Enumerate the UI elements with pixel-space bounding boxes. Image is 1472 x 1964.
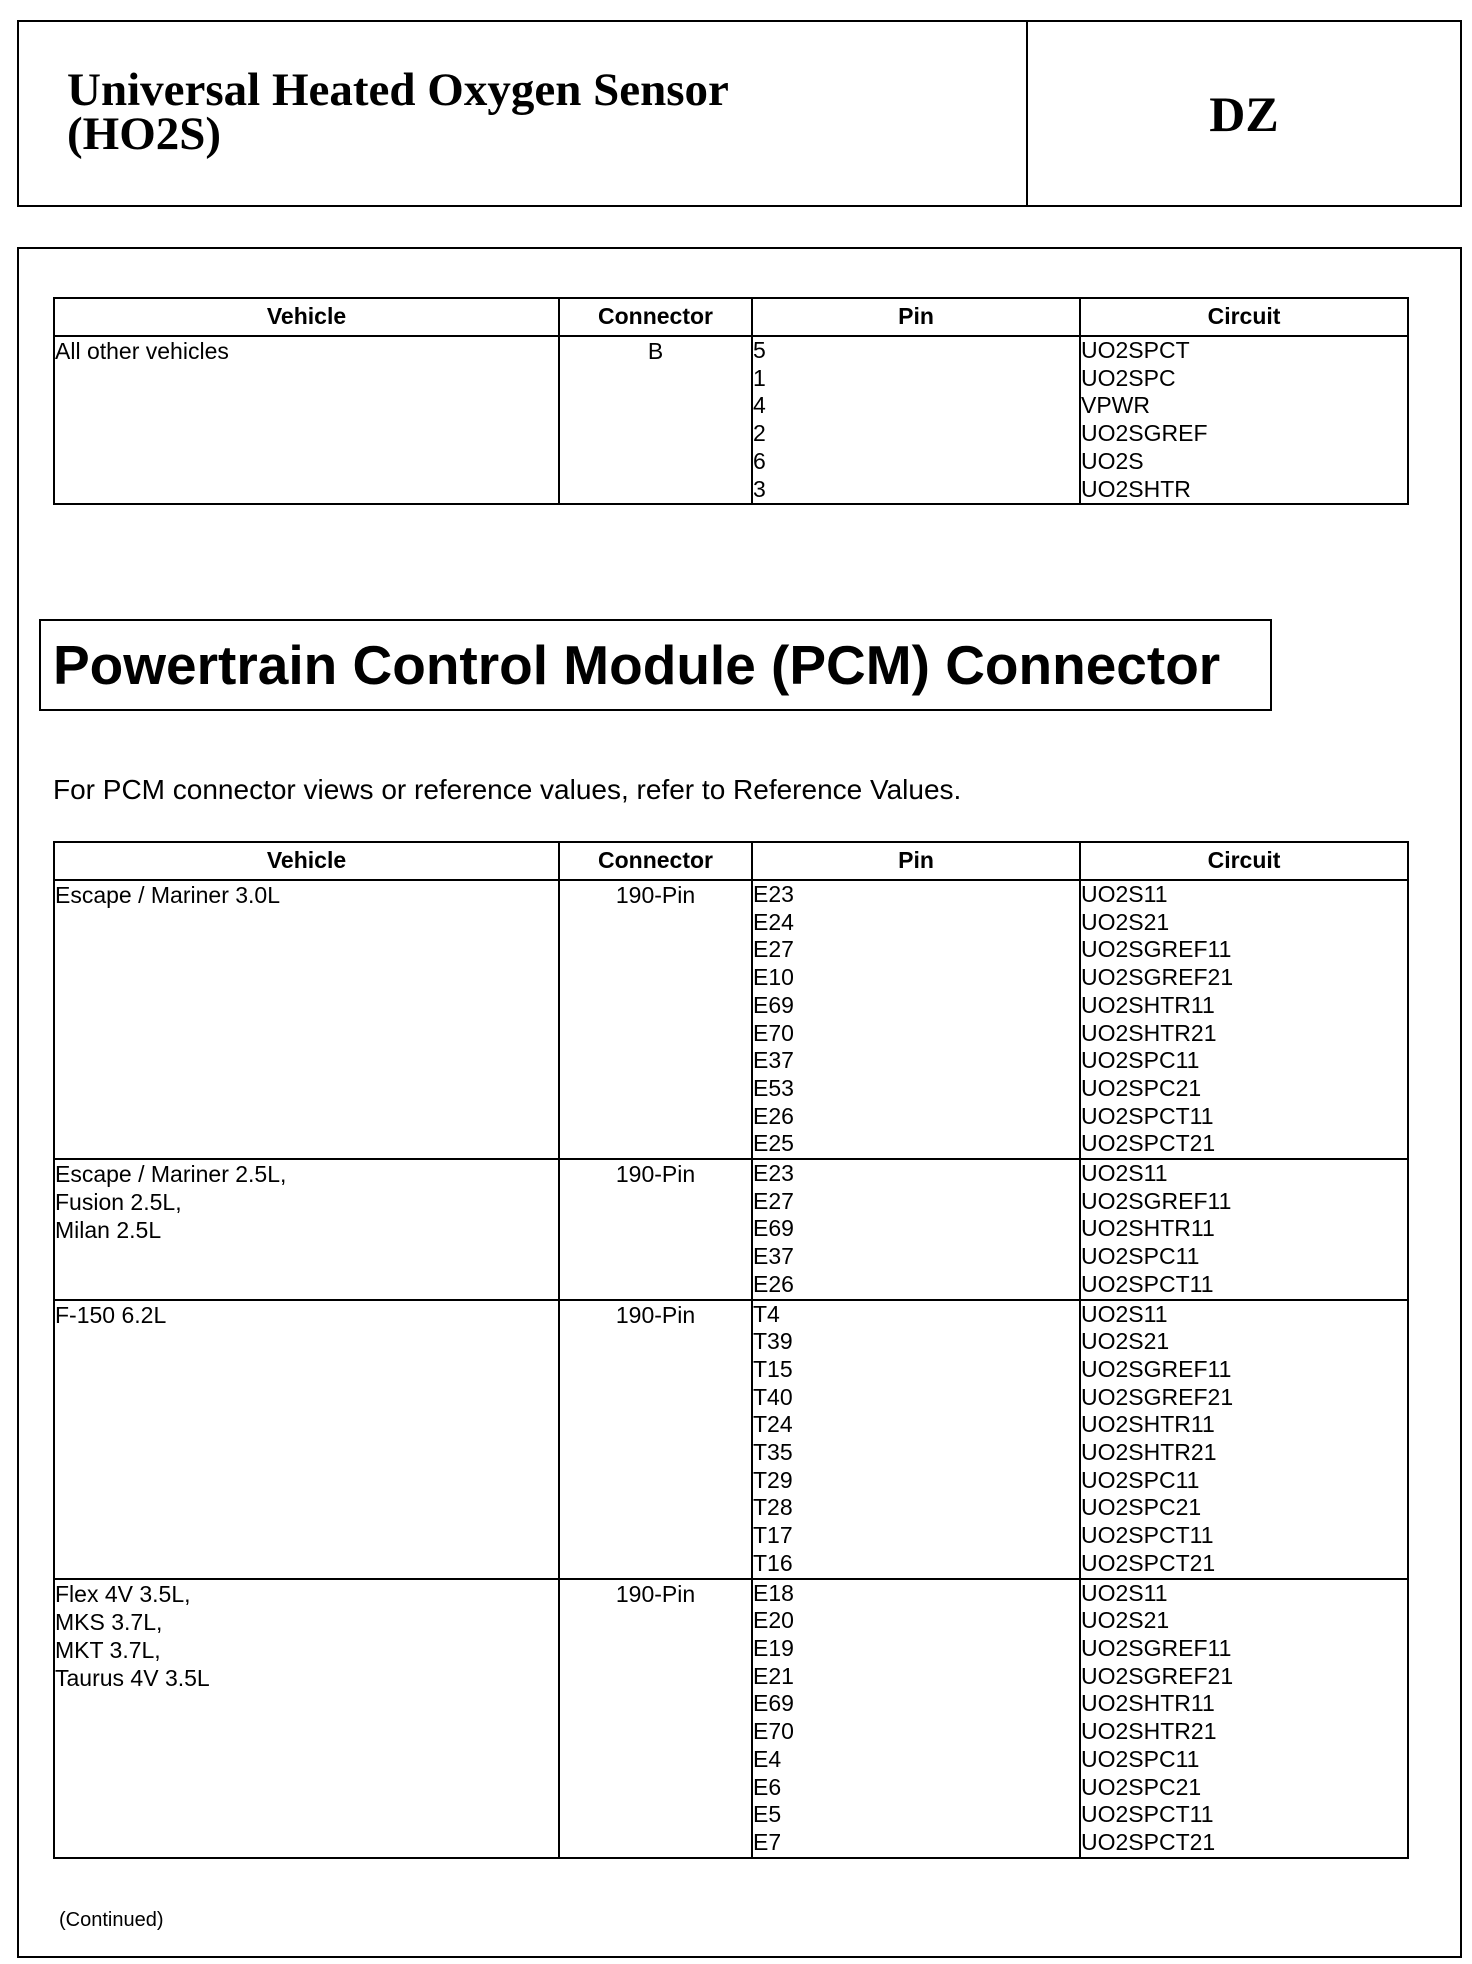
pin-cell [752, 336, 1080, 504]
vehicle-name: MKT 3.7L, [55, 1636, 161, 1663]
pin-value: E69 [753, 991, 794, 1018]
page-header [17, 20, 1462, 207]
circuit-value: UO2SPC21 [1081, 1074, 1202, 1101]
circuit-value: UO2S21 [1081, 908, 1170, 935]
pin-value: E4 [753, 1745, 782, 1772]
circuit-value: UO2SHTR11 [1081, 1215, 1215, 1242]
circuit-cell [1080, 1300, 1408, 1579]
pin-value: 4 [753, 392, 766, 419]
pin-value: T17 [753, 1522, 793, 1549]
pin-cell [752, 880, 1080, 1159]
pin-value: E23 [753, 1160, 794, 1187]
circuit-value: UO2S11 [1081, 1579, 1168, 1606]
table-header-row [54, 298, 1408, 336]
circuit-value: UO2S11 [1081, 1160, 1168, 1187]
column-header-connector: Connector [559, 298, 752, 336]
circuit-value: UO2SGREF11 [1081, 1187, 1232, 1214]
circuit-value: UO2SPC21 [1081, 1773, 1202, 1800]
pin-value: E23 [753, 881, 794, 907]
vehicle-cell [54, 1300, 559, 1579]
page-title [19, 22, 1028, 205]
circuit-cell [1080, 336, 1408, 504]
circuit-value: UO2SGREF21 [1081, 1383, 1234, 1410]
connector-cell: 190-Pin [559, 1159, 752, 1300]
pin-cell [752, 1300, 1080, 1579]
table-row [54, 1579, 1408, 1858]
circuit-value: UO2SPCT11 [1081, 1801, 1214, 1828]
circuit-value: VPWR [1081, 392, 1150, 419]
pin-value: 2 [753, 420, 766, 447]
circuit-value: UO2SHTR [1081, 475, 1191, 502]
circuit-value: UO2SPCT11 [1081, 1270, 1214, 1297]
column-header-connector: Connector [559, 842, 752, 880]
pin-value: E53 [753, 1074, 794, 1101]
vehicle-cell [54, 1579, 559, 1858]
circuit-value: UO2SGREF21 [1081, 1662, 1234, 1689]
table-row [54, 1300, 1408, 1579]
circuit-cell [1080, 1579, 1408, 1858]
content-panel [17, 247, 1462, 1958]
circuit-value: UO2SGREF11 [1081, 1355, 1232, 1382]
circuit-value: UO2SHTR11 [1081, 1690, 1215, 1717]
pin-cell [752, 1579, 1080, 1858]
pin-value: E20 [753, 1607, 794, 1634]
pin-value: E18 [753, 1579, 794, 1606]
connector-cell: B [559, 336, 752, 504]
pin-value: T28 [753, 1494, 793, 1521]
circuit-value: UO2SPC [1081, 364, 1176, 391]
pin-value: E69 [753, 1215, 794, 1242]
circuit-value: UO2S21 [1081, 1607, 1170, 1634]
pin-value: E10 [753, 964, 794, 991]
pin-value: 5 [753, 337, 766, 363]
vehicle-name: Milan 2.5L [55, 1217, 162, 1244]
table-header-row [54, 842, 1408, 880]
pin-value: E21 [753, 1662, 794, 1689]
vehicle-name: MKS 3.7L, [55, 1608, 163, 1635]
pin-value: T29 [753, 1466, 793, 1493]
sensor-connector-table [53, 297, 1409, 505]
pin-value: T40 [753, 1383, 793, 1410]
pin-value: E70 [753, 1718, 794, 1745]
pin-value: E24 [753, 908, 794, 935]
circuit-value: UO2SPCT21 [1081, 1828, 1216, 1855]
continued-note: (Continued) [59, 1909, 164, 1931]
pin-value: E26 [753, 1270, 794, 1297]
pin-value: E27 [753, 936, 794, 963]
connector-cell: 190-Pin [559, 1579, 752, 1858]
vehicle-name: All other vehicles [55, 338, 229, 364]
circuit-value: UO2SPCT21 [1081, 1130, 1216, 1157]
pin-value: T39 [753, 1328, 793, 1355]
page-title-line-2: (HO2S) [67, 108, 222, 160]
pin-value: E69 [753, 1690, 794, 1717]
pin-value: E37 [753, 1047, 794, 1074]
circuit-value: UO2SGREF [1081, 420, 1208, 447]
circuit-value: UO2SPCT11 [1081, 1102, 1214, 1129]
circuit-value: UO2SPC11 [1081, 1047, 1200, 1074]
column-header-vehicle: Vehicle [54, 298, 559, 336]
vehicle-name: Escape / Mariner 2.5L, [55, 1161, 287, 1188]
column-header-circuit: Circuit [1080, 842, 1408, 880]
circuit-value: UO2S11 [1081, 1300, 1168, 1327]
pin-value: E25 [753, 1130, 794, 1157]
connector-cell: 190-Pin [559, 880, 752, 1159]
vehicle-cell [54, 336, 559, 504]
pcm-section-title: Powertrain Control Module (PCM) Connector [39, 619, 1272, 711]
vehicle-name: Taurus 4V 3.5L [55, 1664, 210, 1691]
table-row [54, 880, 1408, 1159]
circuit-value: UO2SGREF11 [1081, 936, 1232, 963]
vehicle-name: F-150 6.2L [55, 1301, 167, 1328]
circuit-value: UO2SPC11 [1081, 1745, 1200, 1772]
pin-cell [752, 1159, 1080, 1300]
circuit-value: UO2S [1081, 447, 1144, 474]
circuit-value: UO2SGREF21 [1081, 964, 1234, 991]
pin-value: T4 [753, 1300, 780, 1327]
pin-value: E70 [753, 1019, 794, 1046]
pin-value: E7 [753, 1828, 782, 1855]
circuit-value: UO2SPCT21 [1081, 1549, 1216, 1576]
circuit-value: UO2SHTR21 [1081, 1019, 1217, 1046]
circuit-value: UO2SPCT [1081, 337, 1190, 363]
column-header-pin: Pin [752, 842, 1080, 880]
pin-value: T24 [753, 1411, 793, 1438]
pin-value: E6 [753, 1773, 782, 1800]
table-row [54, 336, 1408, 504]
connector-cell: 190-Pin [559, 1300, 752, 1579]
pcm-intro-text: For PCM connector views or reference values, refer to Reference Values. [53, 774, 962, 805]
pin-value: E5 [753, 1801, 782, 1828]
pin-value: 1 [753, 364, 766, 391]
table-row [54, 1159, 1408, 1300]
circuit-value: UO2SPCT11 [1081, 1522, 1214, 1549]
circuit-value: UO2SHTR11 [1081, 991, 1215, 1018]
pin-value: E26 [753, 1102, 794, 1129]
section-code: DZ [1209, 85, 1279, 142]
column-header-vehicle: Vehicle [54, 842, 559, 880]
pin-value: 6 [753, 447, 766, 474]
circuit-cell [1080, 880, 1408, 1159]
vehicle-name: Escape / Mariner 3.0L [55, 882, 281, 908]
pin-value: E19 [753, 1634, 794, 1661]
vehicle-name: Flex 4V 3.5L, [55, 1580, 191, 1607]
circuit-value: UO2SHTR21 [1081, 1718, 1217, 1745]
pin-value: E37 [753, 1243, 794, 1270]
pin-value: T35 [753, 1439, 793, 1466]
vehicle-name: Fusion 2.5L, [55, 1189, 182, 1216]
circuit-value: UO2SPC11 [1081, 1466, 1200, 1493]
circuit-value: UO2SPC11 [1081, 1243, 1200, 1270]
pin-value: T16 [753, 1549, 793, 1576]
circuit-value: UO2SPC21 [1081, 1494, 1202, 1521]
circuit-value: UO2S21 [1081, 1328, 1170, 1355]
column-header-pin: Pin [752, 298, 1080, 336]
pcm-connector-table [53, 841, 1409, 1859]
vehicle-cell [54, 880, 559, 1159]
circuit-value: UO2SGREF11 [1081, 1634, 1232, 1661]
vehicle-cell [54, 1159, 559, 1300]
pin-value: E27 [753, 1187, 794, 1214]
circuit-cell [1080, 1159, 1408, 1300]
pin-value: T15 [753, 1355, 793, 1382]
circuit-value: UO2SHTR21 [1081, 1439, 1217, 1466]
circuit-value: UO2S11 [1081, 881, 1168, 907]
page-title-line-1: Universal Heated Oxygen Sensor [67, 64, 729, 116]
circuit-value: UO2SHTR11 [1081, 1411, 1215, 1438]
pin-value: 3 [753, 475, 766, 502]
column-header-circuit: Circuit [1080, 298, 1408, 336]
